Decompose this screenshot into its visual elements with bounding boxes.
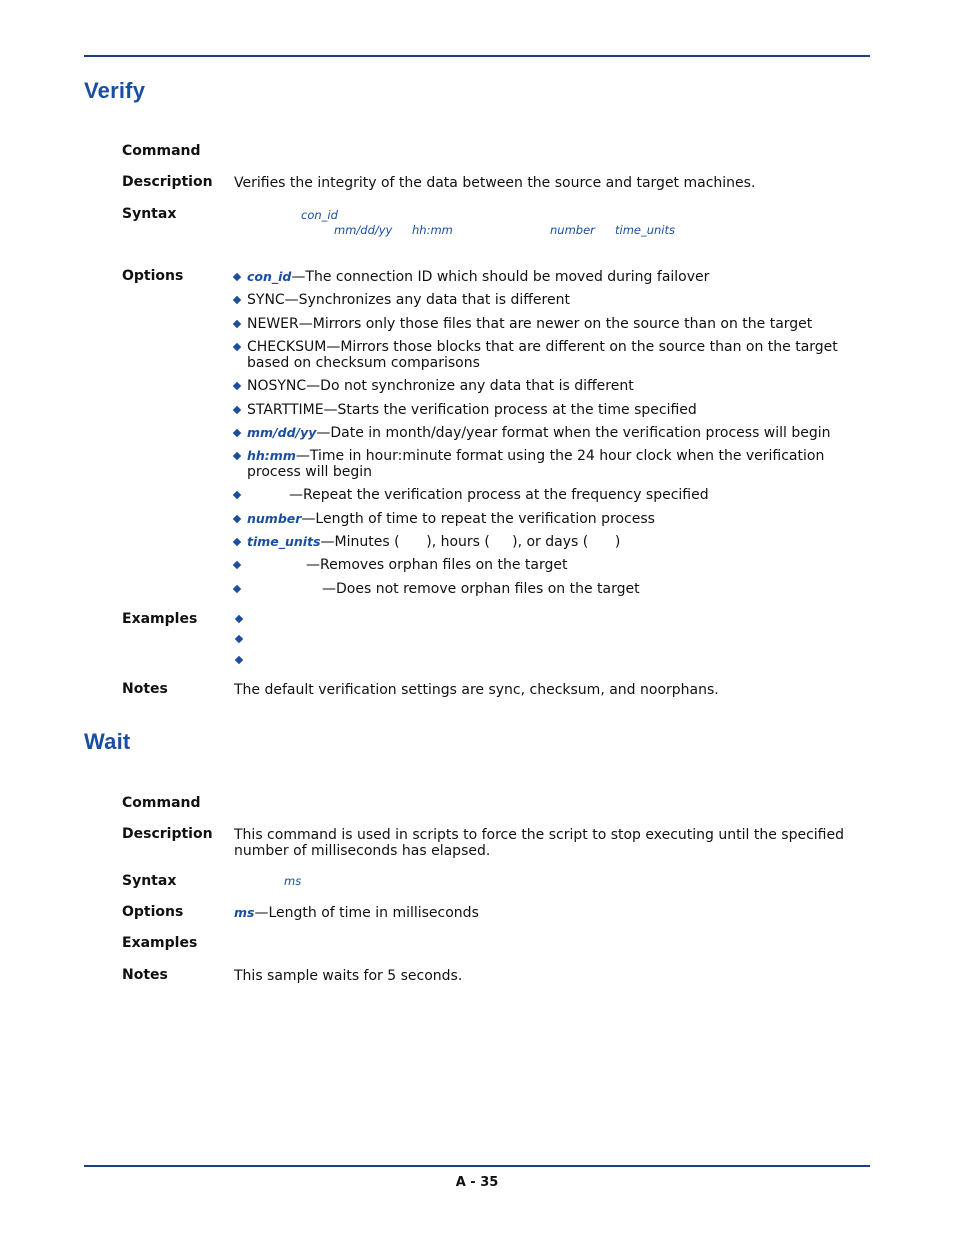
bullet-icon xyxy=(233,406,241,414)
syntax-param-number: number xyxy=(550,223,595,237)
option-text: STARTTIME—Starts the verification process at the time specified xyxy=(247,402,697,418)
page-number: A - 35 xyxy=(455,1175,499,1190)
option-param: con_id xyxy=(247,269,292,284)
bullet-icon xyxy=(233,273,241,281)
option-param: time_units xyxy=(247,534,321,549)
label-notes: Notes xyxy=(122,681,168,697)
wait-description: This command is used in scripts to force the script to stop executing until the specified number of milliseconds has elapsed. xyxy=(234,827,844,859)
option-text: —Repeat the verification process at the frequency specified xyxy=(289,487,709,503)
option-text: —Length of time in milliseconds xyxy=(254,905,479,921)
label-syntax: Syntax xyxy=(122,206,177,222)
option-text: —Does not remove orphan files on the target xyxy=(322,581,640,597)
syntax-param-time-units: time_units xyxy=(615,223,676,237)
option-param: ms xyxy=(234,905,255,920)
bullet-icon xyxy=(233,452,241,460)
option-text: NOSYNC—Do not synchronize any data that is different xyxy=(247,378,634,394)
label-syntax: Syntax xyxy=(122,873,177,889)
option-text: —Removes orphan files on the target xyxy=(306,557,568,573)
verify-notes: The default verification settings are sync, checksum, and noorphans. xyxy=(234,682,719,698)
syntax-param-con-id: con_id xyxy=(301,208,338,222)
section-title-verify: Verify xyxy=(84,78,146,103)
bullet-icon xyxy=(233,515,241,523)
label-options: Options xyxy=(122,268,184,284)
option-text: CHECKSUM—Mirrors those blocks that are different on the source than on the target based on checksum comparisons xyxy=(247,339,838,371)
option-param: hh:mm xyxy=(247,448,296,463)
option-text: —Date in month/day/year format when the verification process will begin xyxy=(316,425,831,441)
bullet-icon xyxy=(233,561,241,569)
bullet-icon xyxy=(235,635,243,643)
label-examples: Examples xyxy=(122,935,198,951)
label-examples: Examples xyxy=(122,611,198,627)
bullet-icon xyxy=(233,382,241,390)
bullet-icon xyxy=(233,585,241,593)
label-command: Command xyxy=(122,795,201,811)
option-text: —Length of time to repeat the verification process xyxy=(301,511,655,527)
top-rule xyxy=(84,55,870,57)
bullet-icon xyxy=(233,491,241,499)
syntax-param-date: mm/dd/yy xyxy=(334,223,393,237)
syntax-param-ms: ms xyxy=(284,874,302,888)
label-notes: Notes xyxy=(122,967,168,983)
option-text: —Time in hour:minute format using the 24 hour clock when the verification process will begin xyxy=(247,448,825,480)
bullet-icon xyxy=(235,656,243,664)
option-text: SYNC—Synchronizes any data that is different xyxy=(247,292,570,308)
bullet-icon xyxy=(233,538,241,546)
bullet-icon xyxy=(233,320,241,328)
wait-notes: This sample waits for 5 seconds. xyxy=(234,968,463,984)
option-text: —The connection ID which should be moved during failover xyxy=(291,269,710,285)
wait-option xyxy=(234,905,479,921)
option-text: NEWER—Mirrors only those files that are newer on the source than on the target xyxy=(247,316,813,332)
section-title-wait: Wait xyxy=(84,729,131,754)
bullet-icon xyxy=(235,615,243,623)
syntax-param-time: hh:mm xyxy=(412,223,453,237)
bullet-icon xyxy=(233,296,241,304)
option-param: number xyxy=(247,511,302,526)
label-description: Description xyxy=(122,826,213,842)
option-param: mm/dd/yy xyxy=(247,425,317,440)
bullet-icon xyxy=(233,343,241,351)
label-options: Options xyxy=(122,904,184,920)
verify-description: Verifies the integrity of the data between the source and target machines. xyxy=(234,175,756,191)
label-command: Command xyxy=(122,143,201,159)
label-description: Description xyxy=(122,174,213,190)
option-text: —Minutes ( ), hours ( ), or days ( ) xyxy=(320,534,621,550)
bottom-rule xyxy=(84,1165,870,1167)
bullet-icon xyxy=(233,429,241,437)
